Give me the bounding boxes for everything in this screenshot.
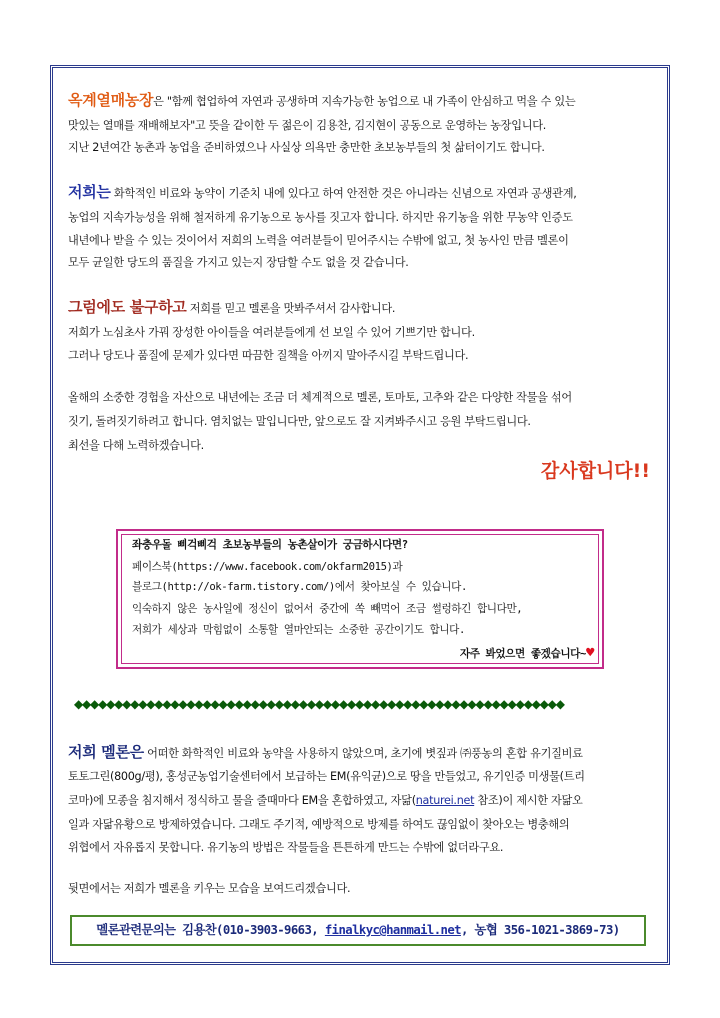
- social-box-line-4: 익숙하지 않은 농사일에 정신이 없어서 중간에 쏙 빼먹어 조금 썰렁하긴 합니다만,: [132, 603, 523, 615]
- philosophy-line-3: 내년에나 받을 수 있는 것이어서 저희의 노력을 여러분들이 믿어주시는 수밖에 없고, 첫 농사인 만큼 멜론이: [68, 234, 569, 247]
- social-box-closing: 자주 봐었으면 좋겠습니다~♥: [459, 645, 594, 661]
- gratitude-line-2: 저희가 노심초사 가꿔 장성한 아이들을 여러분들에게 선 보일 수 있어 기쁘기만 합니다.: [68, 326, 475, 339]
- farm-name-heading: 옥계열매농장: [68, 91, 154, 109]
- melon-line-3: 코마)에 모종을 침지해서 정식하고 물을 줄때마다 EM을 혼합하였고, 자닮(naturei.net 참조)이 제시한 자닮오: [68, 794, 583, 807]
- email-link[interactable]: finalkyc@hanmail.net: [324, 923, 461, 937]
- philosophy-heading: 저희는: [68, 183, 111, 201]
- diamond-divider: ◆◆◆◆◆◆◆◆◆◆◆◆◆◆◆◆◆◆◆◆◆◆◆◆◆◆◆◆◆◆◆◆◆◆◆◆◆◆◆◆◆◆◆◆◆◆◆◆◆◆◆◆◆◆◆◆◆◆◆◆◆: [74, 697, 564, 711]
- melon-line-1: 저희 멜론은 어떠한 화학적인 비료와 농약을 사용하지 않았으며, 초기에 볏짚과 ㈜풍농의 혼합 유기질비료: [68, 743, 583, 761]
- philosophy-line-4: 모두 균일한 당도의 품질을 가지고 있는지 장담할 수도 없을 것 같습니다.: [68, 256, 409, 269]
- plan-line-1: 올해의 소중한 경험을 자산으로 내년에는 조금 더 체계적으로 멜론, 토마토, 고추와 같은 다양한 작물을 섞어: [68, 391, 572, 404]
- social-box-title: 좌충우돌 삐걱삐걱 초보농부들의 농촌살이가 궁금하시다면?: [132, 539, 408, 551]
- gratitude-line-1: 그럼에도 불구하고 저희를 믿고 멜론을 맛봐주셔서 감사합니다.: [68, 298, 396, 316]
- intro-line-3: 지난 2년여간 농촌과 농업을 준비하였으나 사실상 의욕만 충만한 초보농부들의 첫 삶터이기도 합니다.: [68, 141, 545, 154]
- backside-note: 뒷면에서는 저희가 멜론을 키우는 모습을 보여드리겠습니다.: [68, 882, 351, 895]
- social-box-line-5: 저희가 세상과 막힘없이 소통할 열마안되는 소중한 공간이기도 합니다.: [132, 624, 465, 636]
- contact-box: 멜론관련문의는 김용찬(010-3903-9663, finalkyc@hanmail.net, 농협 356-1021-3869-73): [70, 915, 646, 946]
- melon-line-4: 일과 자닮유황으로 방제하였습니다. 그래도 주기적, 예방적으로 방제를 하여도 끊임없이 찾아오는 병충해의: [68, 818, 570, 831]
- facebook-link[interactable]: 페이스북(https://www.facebook.com/okfarm2015)과: [132, 561, 403, 573]
- blog-link[interactable]: 블로그(http://ok-farm.tistory.com/)에서 찾아보실 수 있습니다.: [132, 581, 467, 593]
- plan-line-3: 최선을 다해 노력하겠습니다.: [68, 439, 204, 452]
- intro-line-1: 옥계열매농장은 "함께 협업하여 자연과 공생하며 지속가능한 농업으로 내 가족이 안심하고 먹을 수 있는: [68, 91, 576, 109]
- gratitude-heading: 그럼에도 불구하고: [68, 298, 187, 316]
- intro-line-2: 맛있는 열매를 재배해보자"고 뜻을 같이한 두 젊은이 김용찬, 김지현이 공동으로 운영하는 농장입니다.: [68, 119, 546, 132]
- melon-line-2: 토토그린(800g/평), 홍성군농업기술센터에서 보급하는 EM(유익균)으로 땅을 만들었고, 유기인증 미생물(트리: [68, 770, 585, 783]
- philosophy-line-2: 농업의 지속가능성을 위해 철저하게 유기농으로 농사를 짓고자 합니다. 하지만 유기농을 위한 무농약 인증도: [68, 211, 573, 224]
- plan-line-2: 짓기, 돌려짓기하려고 합니다. 염치없는 말입니다만, 앞으로도 잘 지켜봐주시고 응원 부탁드립니다.: [68, 415, 531, 428]
- melon-heading: 저희 멜론은: [68, 743, 144, 761]
- melon-line-5: 위협에서 자유롭지 못합니다. 유기농의 방법은 작물들을 튼튼하게 만드는 수밖에 없더라구요.: [68, 841, 504, 854]
- naturei-link[interactable]: naturei.net: [415, 794, 475, 807]
- heart-icon: ♥: [585, 645, 594, 661]
- gratitude-line-3: 그러나 당도나 품질에 문제가 있다면 따끔한 질책을 아끼지 말아주시길 부탁드립니다.: [68, 349, 469, 362]
- philosophy-line-1: 저희는 화학적인 비료와 농약이 기준치 내에 있다고 하여 안전한 것은 아니라는 신념으로 자연과 공생관계,: [68, 183, 577, 201]
- thanks-text: 감사합니다!!: [540, 460, 650, 482]
